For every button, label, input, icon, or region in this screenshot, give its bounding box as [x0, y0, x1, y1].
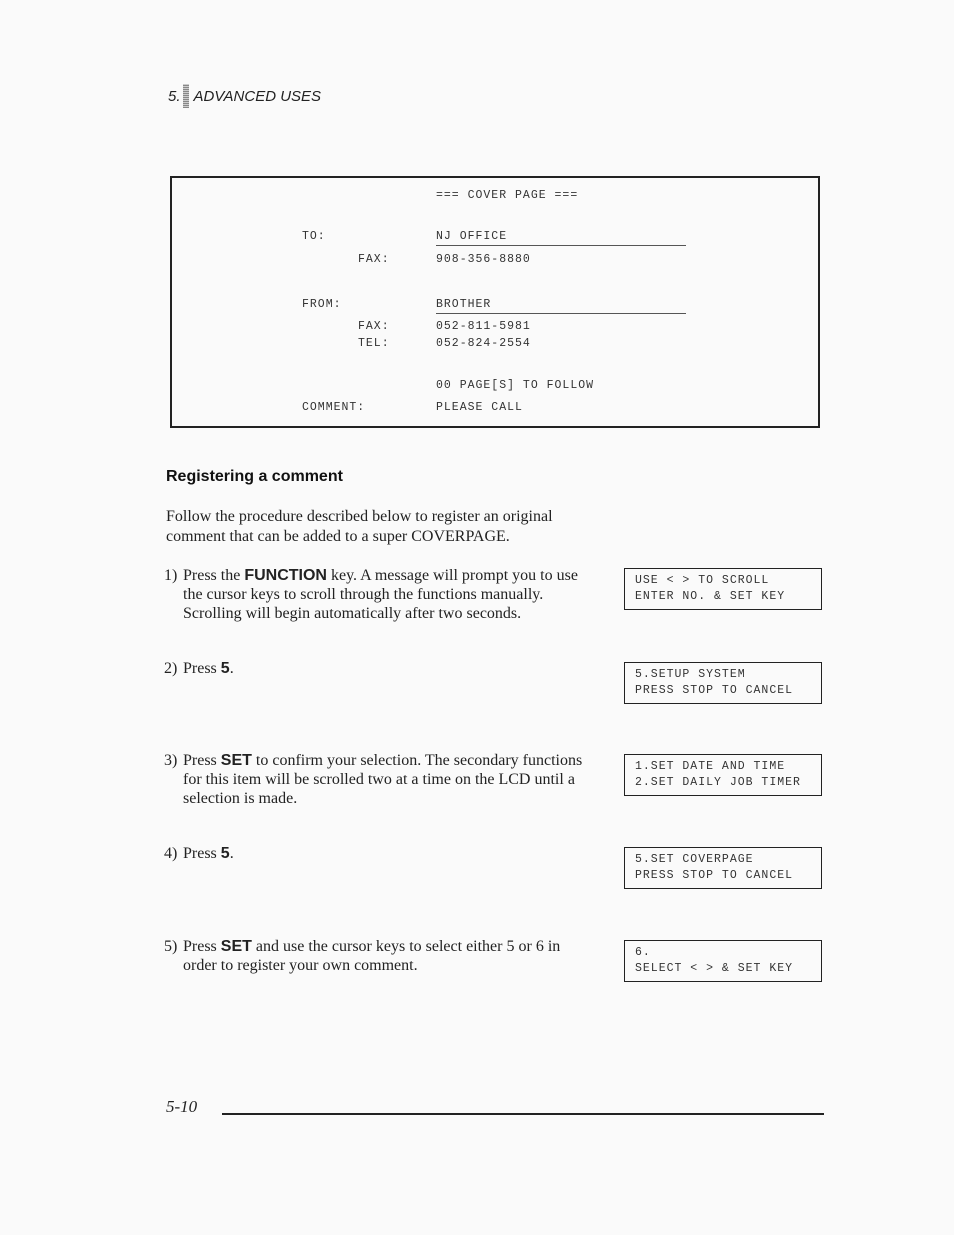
step-number: 5)	[164, 938, 178, 955]
lcd-display	[624, 940, 822, 982]
step-number: 2)	[164, 660, 178, 677]
step-text: Press	[183, 660, 221, 677]
page-number: 5-10	[166, 1097, 198, 1116]
pages-to-follow: 00 PAGE[S] TO FOLLOW	[436, 379, 595, 392]
chapter-number: 5.	[168, 87, 181, 105]
lcd-line-1: 5.SET COVERPAGE	[635, 853, 754, 866]
cover-page-sample	[170, 176, 820, 428]
step-text: Press	[183, 845, 221, 862]
step-number: 4)	[164, 845, 178, 862]
to-label: TO:	[302, 230, 326, 243]
step-key: 5	[220, 845, 230, 862]
comment-value: PLEASE CALL	[436, 401, 523, 414]
step-key: FUNCTION	[244, 567, 327, 584]
lcd-line-2: 2.SET DAILY JOB TIMER	[635, 776, 801, 789]
footer-rule	[222, 1113, 824, 1115]
to-fax-label: FAX:	[358, 253, 390, 266]
chapter-title: ADVANCED USES	[193, 87, 322, 105]
step-3	[164, 751, 594, 808]
lcd-line-2: SELECT < > & SET KEY	[635, 962, 794, 975]
step-text: key. A message will prompt you to use the cursor keys to scroll through the functions manually. Scrolling will begin automatically after two seconds.	[183, 567, 578, 622]
lcd-line-1: 1.SET DATE AND TIME	[635, 760, 786, 773]
step-number: 3)	[164, 752, 178, 769]
step-2	[164, 659, 594, 678]
lcd-line-2: PRESS STOP TO CANCEL	[635, 869, 794, 882]
lcd-display	[624, 568, 822, 610]
section-heading: Registering a comment	[166, 468, 343, 485]
step-text: to confirm your selection. The secondary functions for this item will be scrolled two at a time on the LCD until a selection is made.	[183, 752, 583, 807]
from-fax-label: FAX:	[358, 320, 390, 333]
lcd-line-1: 5.SETUP SYSTEM	[635, 668, 746, 681]
lcd-display	[624, 847, 822, 889]
from-tel-value: 052-824-2554	[436, 337, 531, 350]
to-underline	[436, 245, 686, 246]
lcd-line-1: USE < > TO SCROLL	[635, 574, 770, 587]
step-key: SET	[220, 938, 252, 955]
lcd-line-1: 6.	[635, 946, 651, 959]
from-tel-label: TEL:	[358, 337, 390, 350]
step-5	[164, 937, 594, 975]
step-text: Press	[183, 752, 221, 769]
lcd-line-2: ENTER NO. & SET KEY	[635, 590, 786, 603]
chapter-marker-icon	[183, 84, 189, 108]
step-key: SET	[220, 752, 252, 769]
to-value: NJ OFFICE	[436, 230, 508, 243]
step-number: 1)	[164, 567, 178, 584]
step-text: Press	[183, 938, 221, 955]
step-key: 5	[220, 660, 230, 677]
to-fax-value: 908-356-8880	[436, 253, 531, 266]
step-text: and use the cursor keys to select either 5 or 6 in order to register your own comment.	[183, 938, 561, 974]
from-fax-value: 052-811-5981	[436, 320, 531, 333]
step-text: Press the	[183, 567, 245, 584]
step-4	[164, 844, 594, 863]
from-value: BROTHER	[436, 298, 492, 311]
from-label: FROM:	[302, 298, 342, 311]
from-underline	[436, 313, 686, 314]
step-1	[164, 566, 594, 623]
cover-title: === COVER PAGE ===	[436, 189, 579, 202]
intro-paragraph: Follow the procedure described below to register an original comment that can be added to a super COVERPAGE.	[166, 508, 553, 545]
step-text: .	[229, 660, 234, 677]
page-header	[168, 84, 321, 108]
lcd-line-2: PRESS STOP TO CANCEL	[635, 684, 794, 697]
comment-label: COMMENT:	[302, 401, 366, 414]
lcd-display	[624, 754, 822, 796]
lcd-display	[624, 662, 822, 704]
step-text: .	[229, 845, 234, 862]
